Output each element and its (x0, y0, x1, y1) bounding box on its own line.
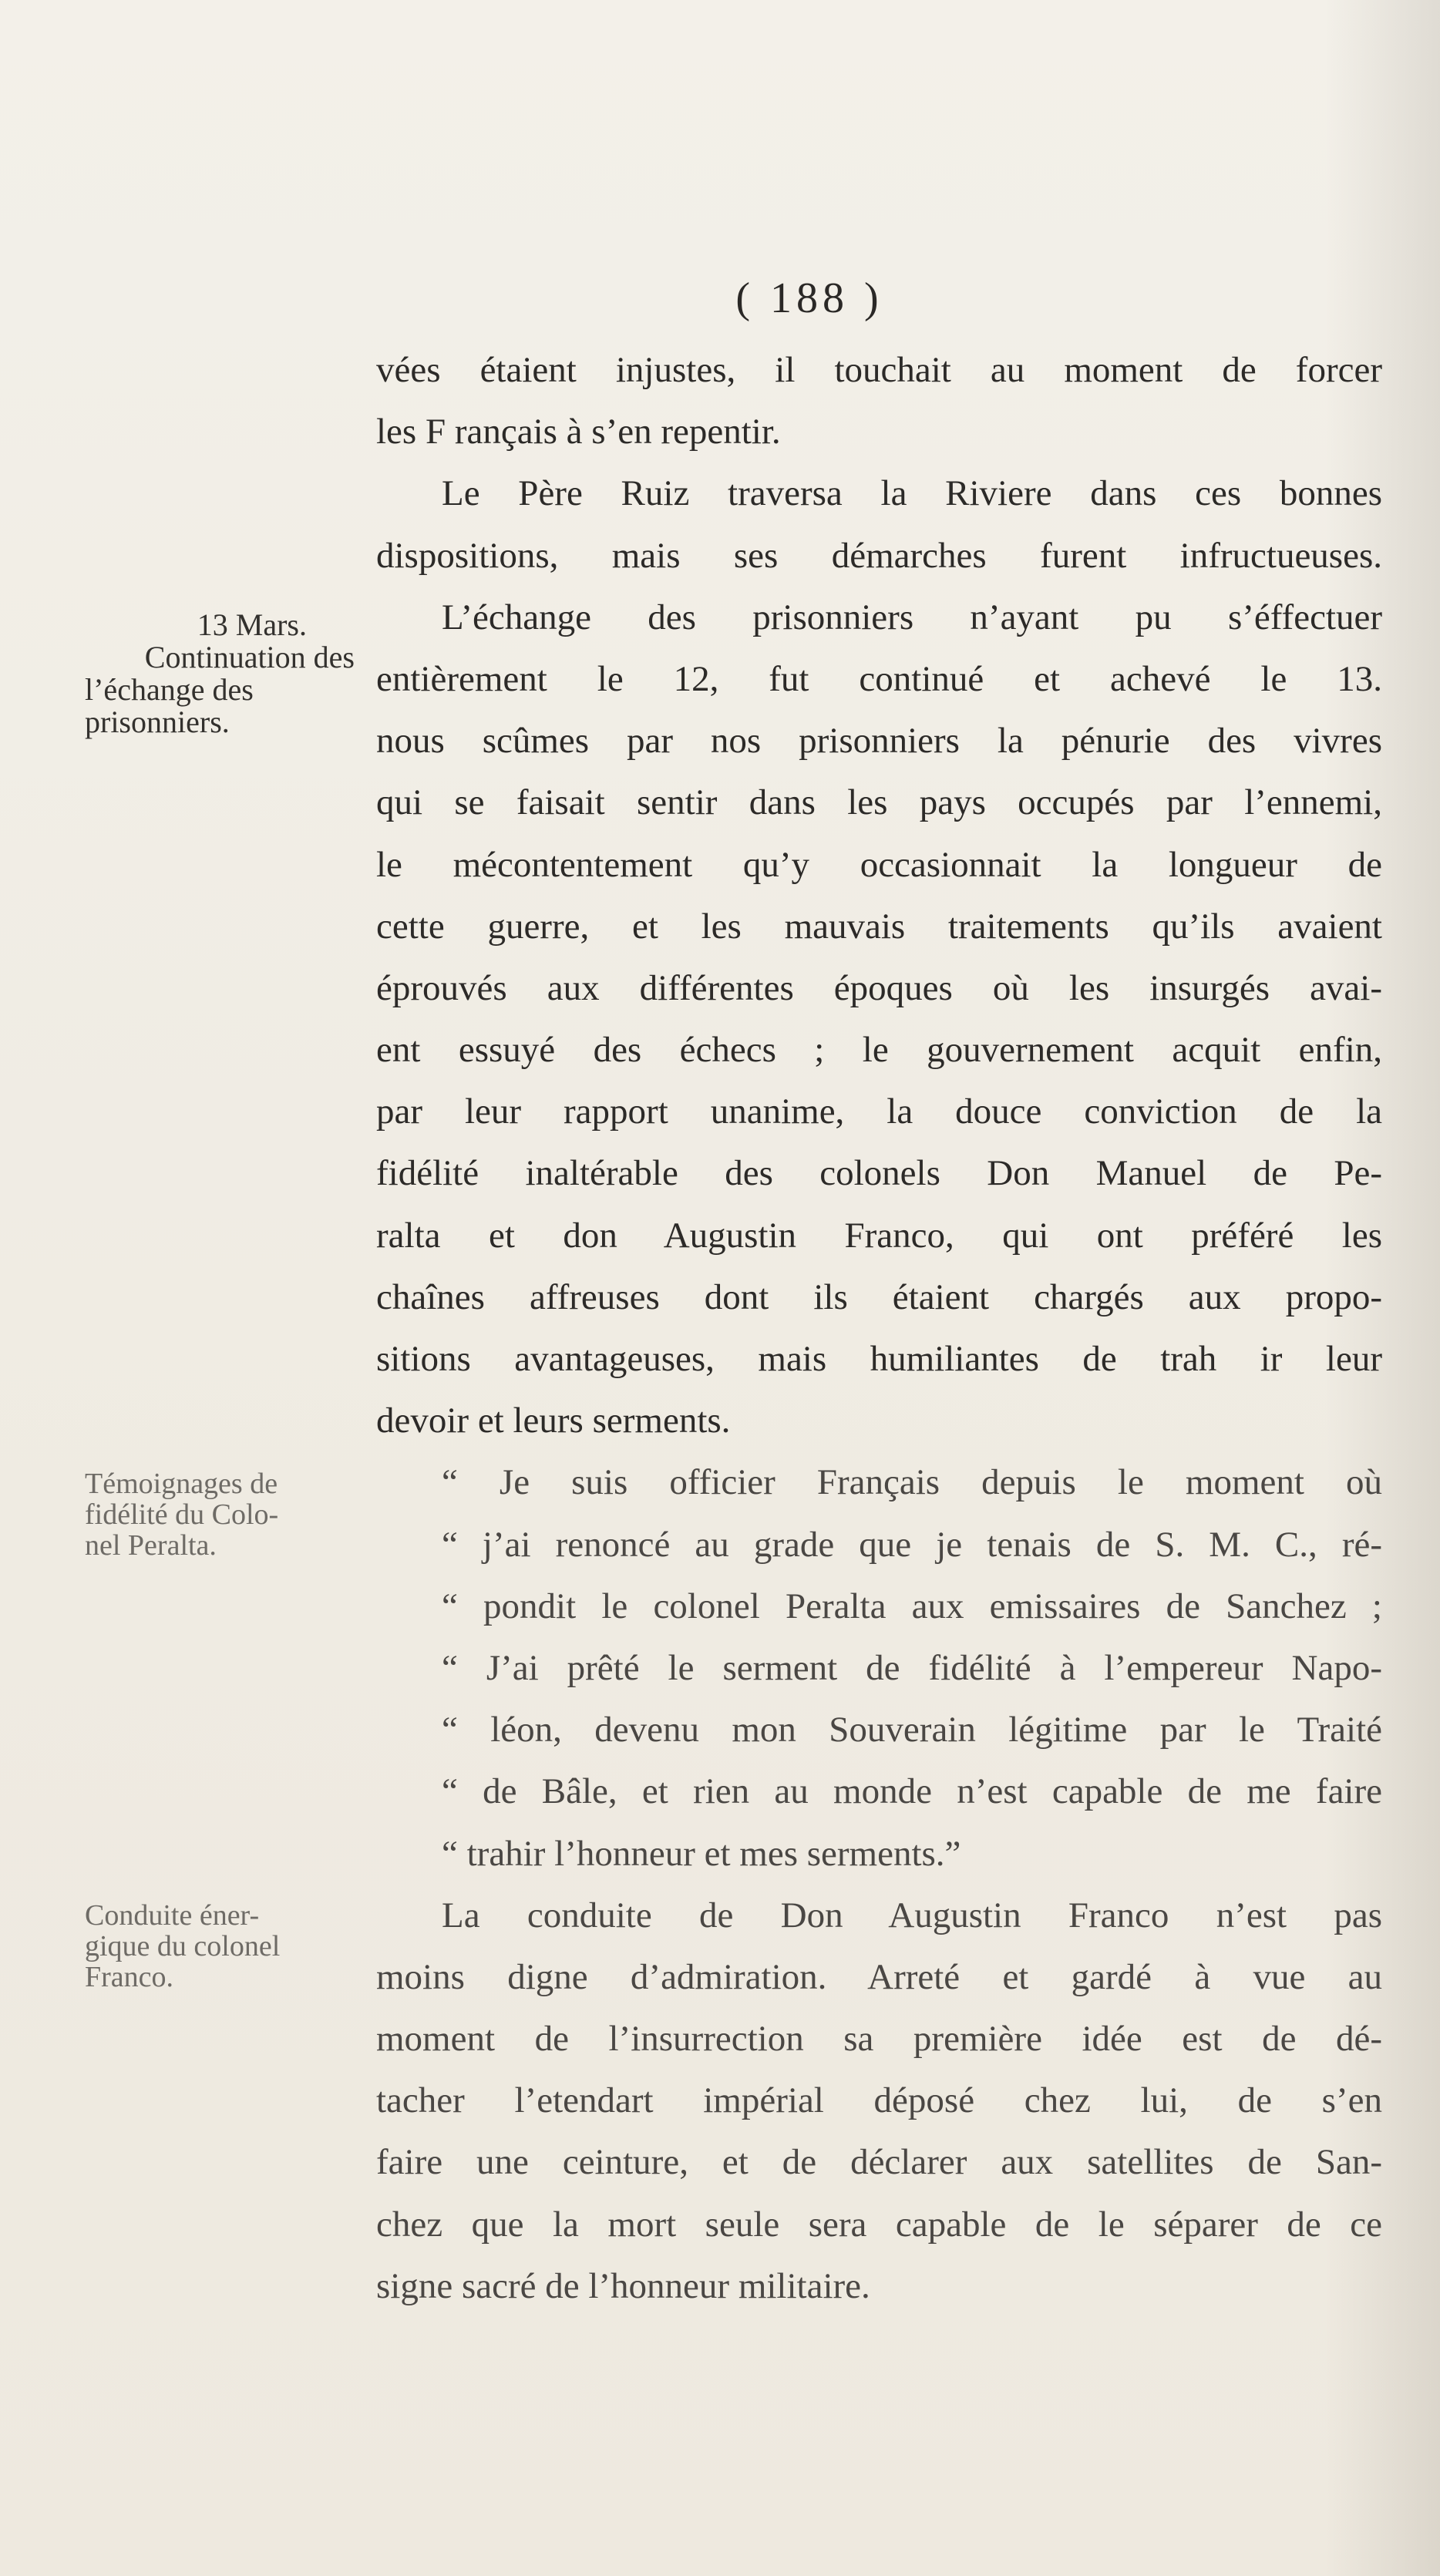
text-line: vées étaient injustes, il touchait au moment de forcer (376, 350, 1382, 390)
margin-note-line: nel Peralta. (85, 1529, 217, 1562)
margin-note-line: l’échange des (85, 672, 254, 707)
text-line: L’échange des prisonniers n’ayant pu s’éffectuer (442, 597, 1382, 637)
margin-note-line: Conduite éner- (85, 1899, 260, 1932)
text-line: ralta et don Augustin Franco, qui ont préféré les (376, 1215, 1382, 1256)
margin-note-franco (85, 1900, 280, 1993)
text-line: par leur rapport unanime, la douce conviction de la (376, 1091, 1382, 1132)
body-text (376, 339, 1382, 2317)
margin-note-line: 13 Mars. (197, 607, 307, 642)
text-line: signe sacré de l’honneur militaire. (376, 2265, 870, 2306)
margin-note-echange (85, 609, 355, 738)
text-line: tacher l’etendart impérial déposé chez lui, de s’en (376, 2080, 1382, 2121)
text-line: devoir et leurs serments. (376, 1401, 731, 1441)
text-line: “ pondit le colonel Peralta aux emissaires de Sanchez ; (442, 1586, 1382, 1626)
text-line: chez que la mort seule sera capable de le séparer de ce (376, 2204, 1382, 2245)
margin-note-line: fidélité du Colo- (85, 1498, 279, 1531)
text-line: entièrement le 12, fut continué et achevé le 13. (376, 658, 1382, 699)
text-line: ent essuyé des échecs ; le gouvernement acquit enfin, (376, 1030, 1382, 1071)
text-line: les F rançais à s’en repentir. (376, 412, 781, 452)
text-line: moment de l’insurrection sa première idée est de dé- (376, 2019, 1382, 2060)
text-line: le mécontentement qu’y occasionnait la longueur de (376, 844, 1382, 885)
page-number: ( 188 ) (735, 274, 883, 322)
margin-note-line: gique du colonel (85, 1930, 281, 1962)
text-line: “ léon, devenu mon Souverain légitime par le Traité (442, 1710, 1382, 1750)
text-line: éprouvés aux différentes époques où les insurgés avai- (376, 967, 1382, 1008)
text-line: qui se faisait sentir dans les pays occupés par l’ennemi, (376, 782, 1382, 823)
text-line: “ de Bâle, et rien au monde n’est capable de me faire (442, 1771, 1382, 1812)
text-line: Le Père Ruiz traversa la Riviere dans ces bonnes (442, 473, 1382, 514)
text-line: “ trahir l’honneur et mes serments.” (442, 1833, 961, 1874)
margin-note-line: Continuation des (144, 640, 355, 674)
text-line: dispositions, mais ses démarches furent infructueuses. (376, 535, 1382, 576)
margin-note-line: prisonniers. (85, 705, 230, 739)
text-line: sitions avantageuses, mais humiliantes de trah ir leur (376, 1339, 1382, 1379)
text-line: cette guerre, et les mauvais traitements qu’ils avaient (376, 906, 1382, 947)
margin-note-line: Témoignages de (85, 1468, 278, 1500)
text-line: nous scûmes par nos prisonniers la pénurie des vivres (376, 721, 1382, 762)
text-line: “ j’ai renoncé au grade que je tenais de S. M. C., ré- (442, 1524, 1382, 1565)
margin-note-peralta (85, 1468, 278, 1561)
margin-note-line: Franco. (85, 1961, 174, 1993)
text-line: fidélité inaltérable des colonels Don Manuel de Pe- (376, 1153, 1382, 1194)
text-line: La conduite de Don Augustin Franco n’est pas (442, 1895, 1382, 1935)
text-line: moins digne d’admiration. Arreté et gardé à vue au (376, 1956, 1382, 1997)
text-line: “ J’ai prêté le serment de fidélité à l’empereur Napo- (442, 1647, 1382, 1688)
text-line: faire une ceinture, et de déclarer aux satellites de San- (376, 2142, 1382, 2183)
text-line: “ Je suis officier Français depuis le moment où (442, 1462, 1382, 1503)
text-line: chaînes affreuses dont ils étaient chargés aux propo- (376, 1276, 1382, 1317)
